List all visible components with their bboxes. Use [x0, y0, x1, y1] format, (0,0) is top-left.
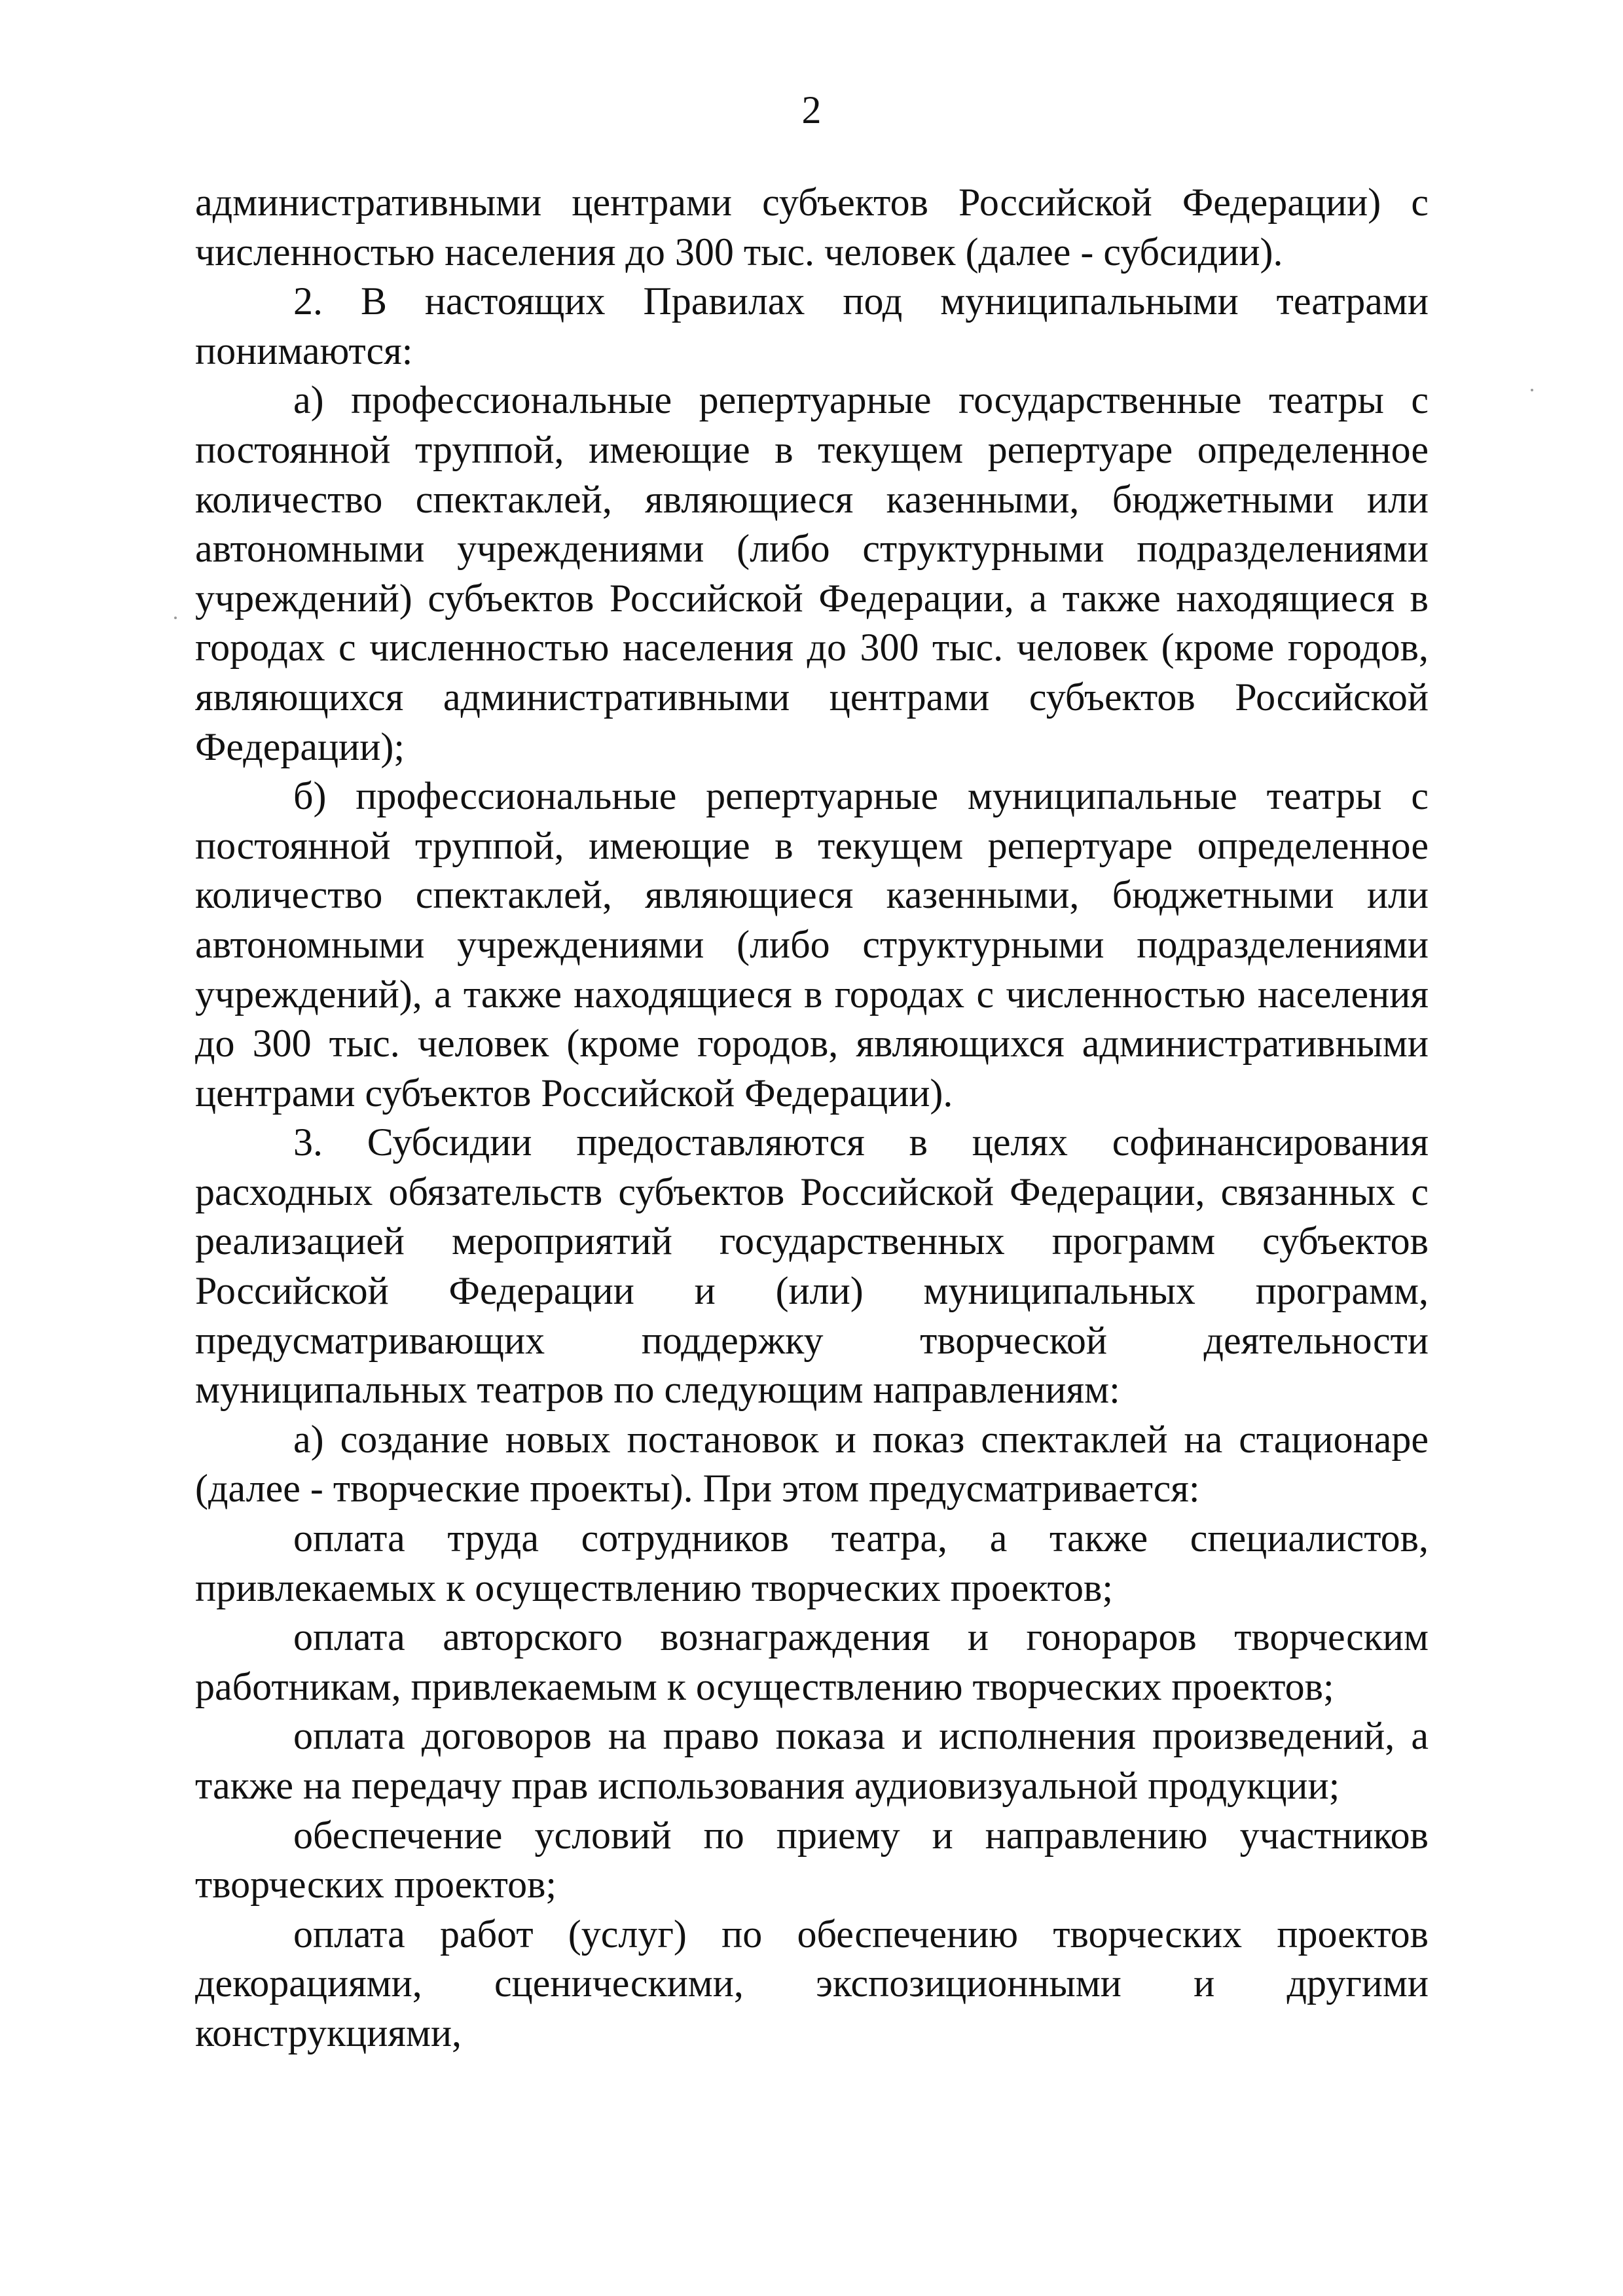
paragraph-item-2b: б) профессиональные репертуарные муниципальные театры с постоянной труппой, имеющие в текущем репертуаре определенное количество спектаклей, являющиеся казенными, бюджетными или автономными учреждениями (либо структурными подразделениями учреждений), а также находящиеся в городах с численностью населения до 300 тыс. человек (кроме городов, являющихся административными центрами субъектов Российской Федерации). [195, 774, 1429, 1115]
paragraph-item-2a: а) профессиональные репертуарные государственные театры с постоянной труппой, имеющие в текущем репертуаре определенное количество спектаклей, являющиеся казенными, бюджетными или автономными учреждениями (либо структурными подразделениями учреждений) субъектов Российской Федерации, а также находящиеся в городах с численностью населения до 300 тыс. человек (кроме городов, являющихся административными центрами субъектов Российской Федерации); [195, 378, 1429, 768]
paragraph-continuation: административными центрами субъектов Российской Федерации) с численностью населения до 300 тыс. человек (далее - субсидии). [195, 181, 1429, 274]
scan-speck [174, 617, 177, 619]
paragraph-item-2: 2. В настоящих Правилах под муниципальными театрами понимаются: [195, 279, 1429, 372]
paragraph-sub-5: оплата работ (услуг) по обеспечению творческих проектов декорациями, сценическими, экспозиционными и другими конструкциями, [195, 1912, 1429, 2054]
paragraph-sub-1: оплата труда сотрудников театра, а также специалистов, привлекаемых к осуществлению творческих проектов; [195, 1516, 1429, 1609]
scan-speck [1531, 389, 1533, 391]
paragraph-sub-4: обеспечение условий по приему и направлению участников творческих проектов; [195, 1813, 1429, 1907]
paragraph-item-3a: а) создание новых постановок и показ спектаклей на стационаре (далее - творческие проекты). При этом предусматривается: [195, 1417, 1429, 1511]
paragraph-item-3: 3. Субсидии предоставляются в целях софинансирования расходных обязательств субъектов Российской Федерации, связанных с реализацией мероприятий государственных программ субъектов Российской Федерации и (или) муниципальных программ, предусматривающих поддержку творческой деятельности муниципальных театров по следующим направлениям: [195, 1121, 1429, 1412]
paragraph-sub-2: оплата авторского вознаграждения и гонораров творческим работникам, привлекаемым к осуществлению творческих проектов; [195, 1615, 1429, 1708]
document-body [195, 178, 1429, 2058]
paragraph-sub-3: оплата договоров на право показа и исполнения произведений, а также на передачу прав использования аудиовизуальной продукции; [195, 1714, 1429, 1807]
page-number: 2 [801, 88, 822, 132]
